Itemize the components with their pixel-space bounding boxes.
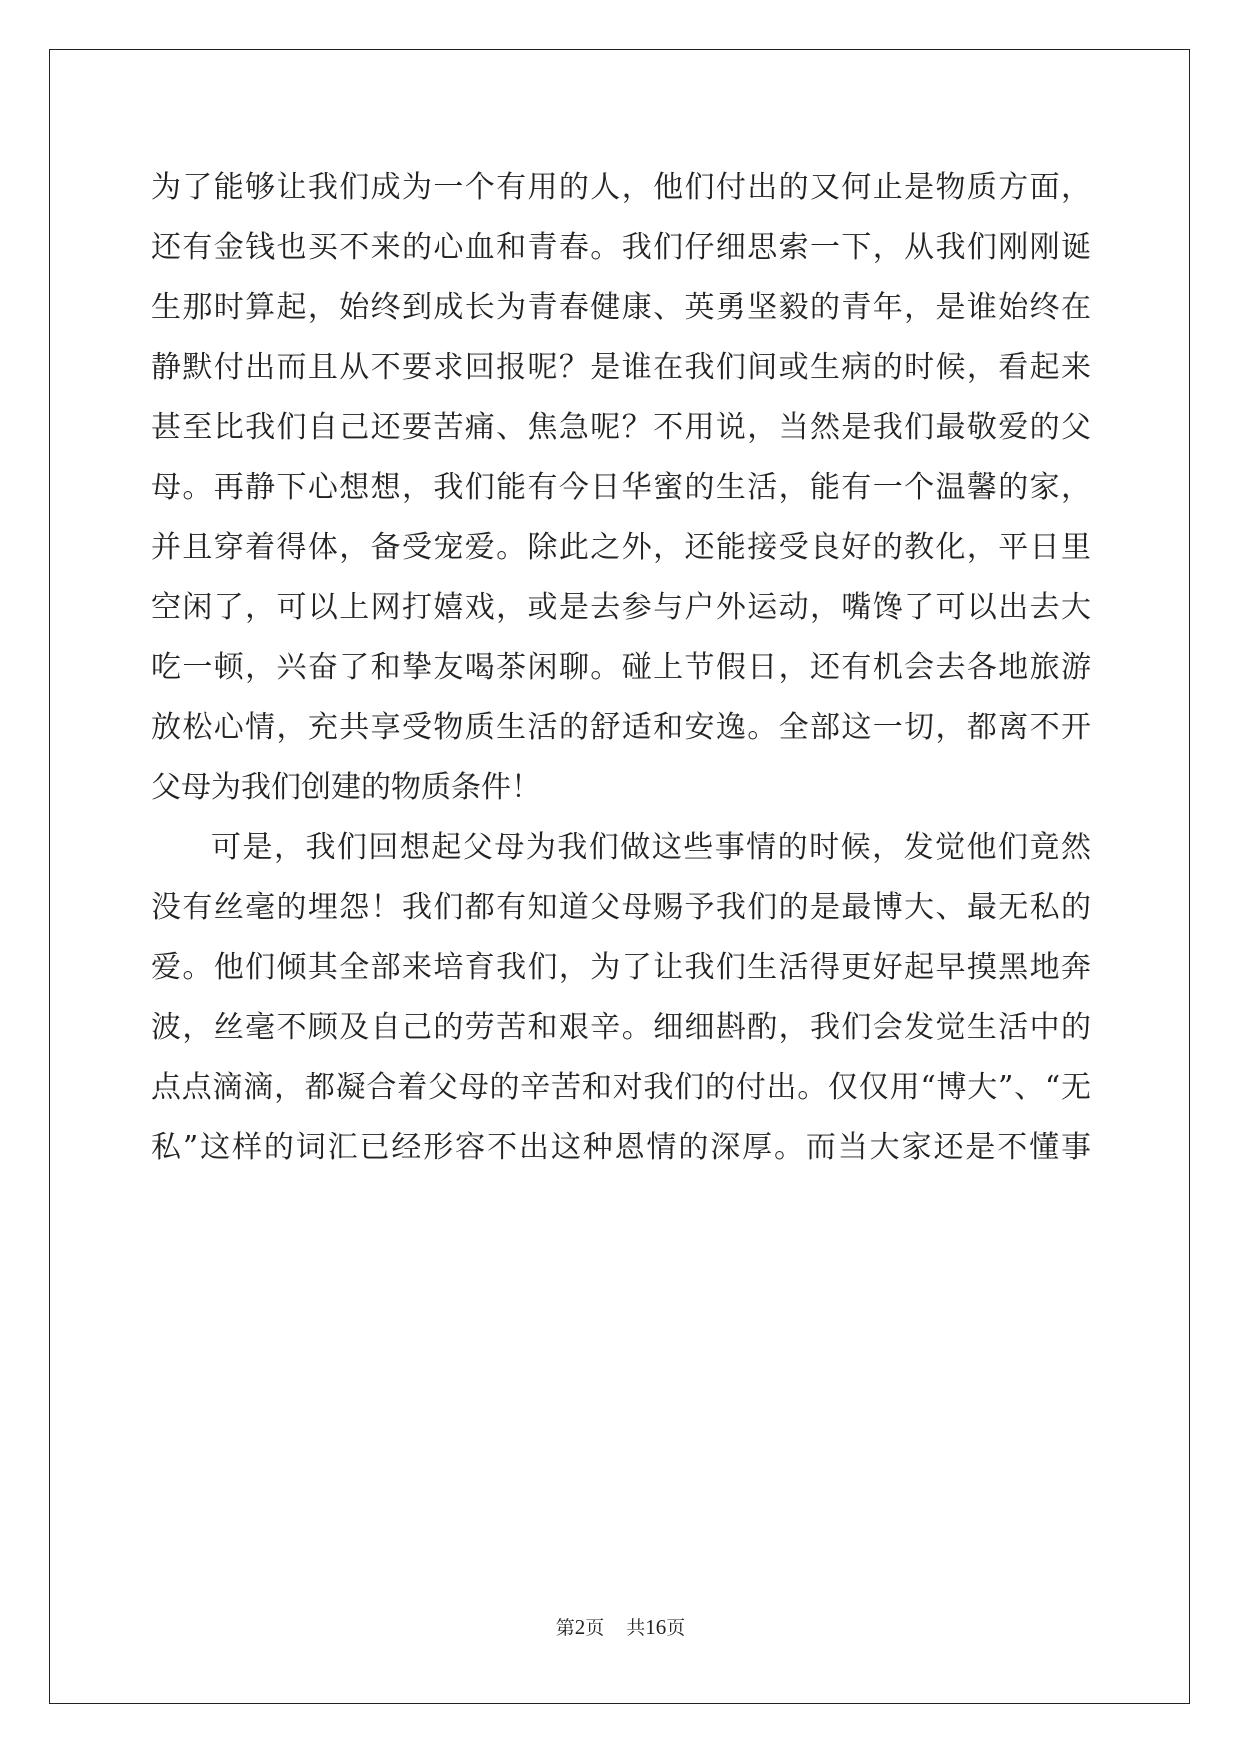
text-line: 空闲了，可以上网打嬉戏，或是去参与户外运动，嘴馋了可以出去大 (151, 590, 1091, 625)
page-footer (0, 1613, 1241, 1640)
text-line: 波，丝毫不顾及自己的劳苦和艰辛。细细斟酌，我们会发觉生活中的 (151, 1010, 1091, 1045)
page-suffix: 页 (585, 1617, 605, 1639)
text-line: 母。再静下心想想，我们能有今日华蜜的生活，能有一个温馨的家， (151, 470, 1091, 505)
text-line: 点点滴滴，都凝合着父母的辛苦和对我们的付出。仅仅用“博大”、“无 (151, 1070, 1091, 1105)
text-line: 静默付出而且从不要求回报呢？是谁在我们间或生病的时候，看起来 (151, 350, 1091, 385)
total-prefix: 共 (626, 1617, 646, 1639)
text-line: 甚至比我们自己还要苦痛、焦急呢？不用说，当然是我们最敬爱的父 (151, 410, 1091, 445)
text-line: 还有金钱也买不来的心血和青春。我们仔细思索一下，从我们刚刚诞 (151, 230, 1091, 265)
text-line: 放松心情，充共享受物质生活的舒适和安逸。全部这一切，都离不开 (151, 710, 1091, 745)
document-body (151, 158, 1091, 1178)
total-suffix: 页 (666, 1617, 686, 1639)
total-pages: 16 (645, 1615, 667, 1639)
text-line: 父母为我们创建的物质条件！ (151, 770, 541, 805)
page-prefix: 第 (555, 1617, 575, 1639)
text-line: 没有丝毫的埋怨！我们都有知道父母赐予我们的是最博大、最无私的 (151, 890, 1091, 925)
text-line: 爱。他们倾其全部来培育我们，为了让我们生活得更好起早摸黑地奔 (151, 950, 1091, 985)
text-line: 并且穿着得体，备受宠爱。除此之外，还能接受良好的教化，平日里 (151, 530, 1091, 565)
text-line: 生那时算起，始终到成长为青春健康、英勇坚毅的青年，是谁始终在 (151, 290, 1091, 325)
text-line: 私”这样的词汇已经形容不出这种恩情的深厚。而当大家还是不懂事 (151, 1130, 1091, 1165)
text-line: 吃一顿，兴奋了和挚友喝茶闲聊。碰上节假日，还有机会去各地旅游 (151, 650, 1091, 685)
text-line: 可是，我们回想起父母为我们做这些事情的时候，发觉他们竟然 (211, 830, 1091, 865)
text-line: 为了能够让我们成为一个有用的人，他们付出的又何止是物质方面， (151, 170, 1091, 205)
page-number: 2 (574, 1615, 586, 1639)
